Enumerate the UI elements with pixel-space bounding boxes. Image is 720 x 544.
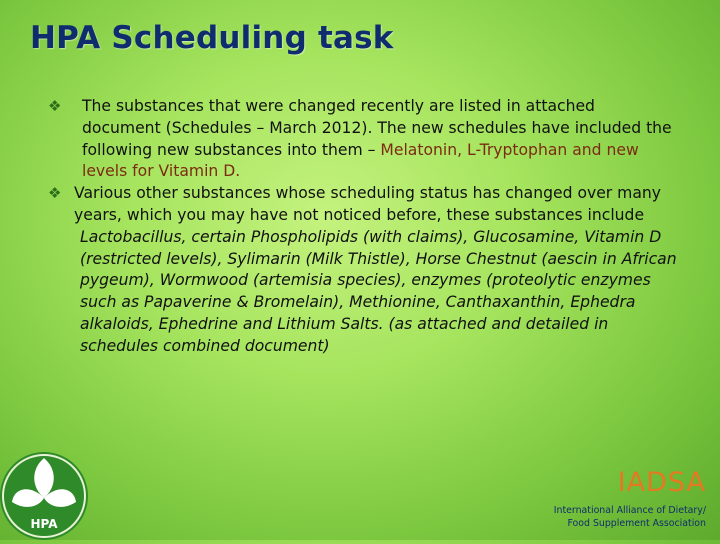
diamond-bullet-icon: ❖ [48, 97, 62, 115]
bullet-item-1 [48, 96, 678, 183]
hpa-logo-text: HPA [30, 517, 58, 531]
bullet-1-text: The substances that were changed recently are listed in attached document (Schedules – March 2012). The new schedules have included the following new substances into them – [82, 97, 672, 159]
iadsa-line-1: International Alliance of Dietary/ [553, 505, 706, 516]
bullet-item-2 [48, 183, 678, 357]
iadsa-name: IADSA [617, 467, 706, 498]
slide-body [48, 96, 678, 358]
iadsa-logo [506, 467, 706, 530]
bullet-1-highlight: Melatonin, L-Tryptophan and new levels for Vitamin D. [82, 140, 639, 181]
bullet-2-substance-list: Lactobacillus, certain Phospholipids (with claims), Glucosamine, Vitamin D (restricted levels), Sylimarin (Milk Thistle), Horse Chestnut (aescin in African pygeum), Wormwood (artemisia species), enzymes (proteolytic enzymes such as Papaverine & Bromelain), Methionine, Canthaxanthin, Ephedra alkaloids, Ephedrine and Lithium Salts. (as attached and detailed in schedules combined document) [80, 227, 677, 355]
iadsa-line-2: Food Supplement Association [567, 518, 706, 529]
bullet-2-text: Various other substances whose scheduling status has changed over many years, which you may have not noticed before, these substances include [74, 184, 662, 224]
slide-title: HPA Scheduling task [30, 20, 394, 56]
hpa-leaf-logo-icon [0, 440, 100, 540]
diamond-bullet-icon: ❖ [48, 184, 62, 203]
